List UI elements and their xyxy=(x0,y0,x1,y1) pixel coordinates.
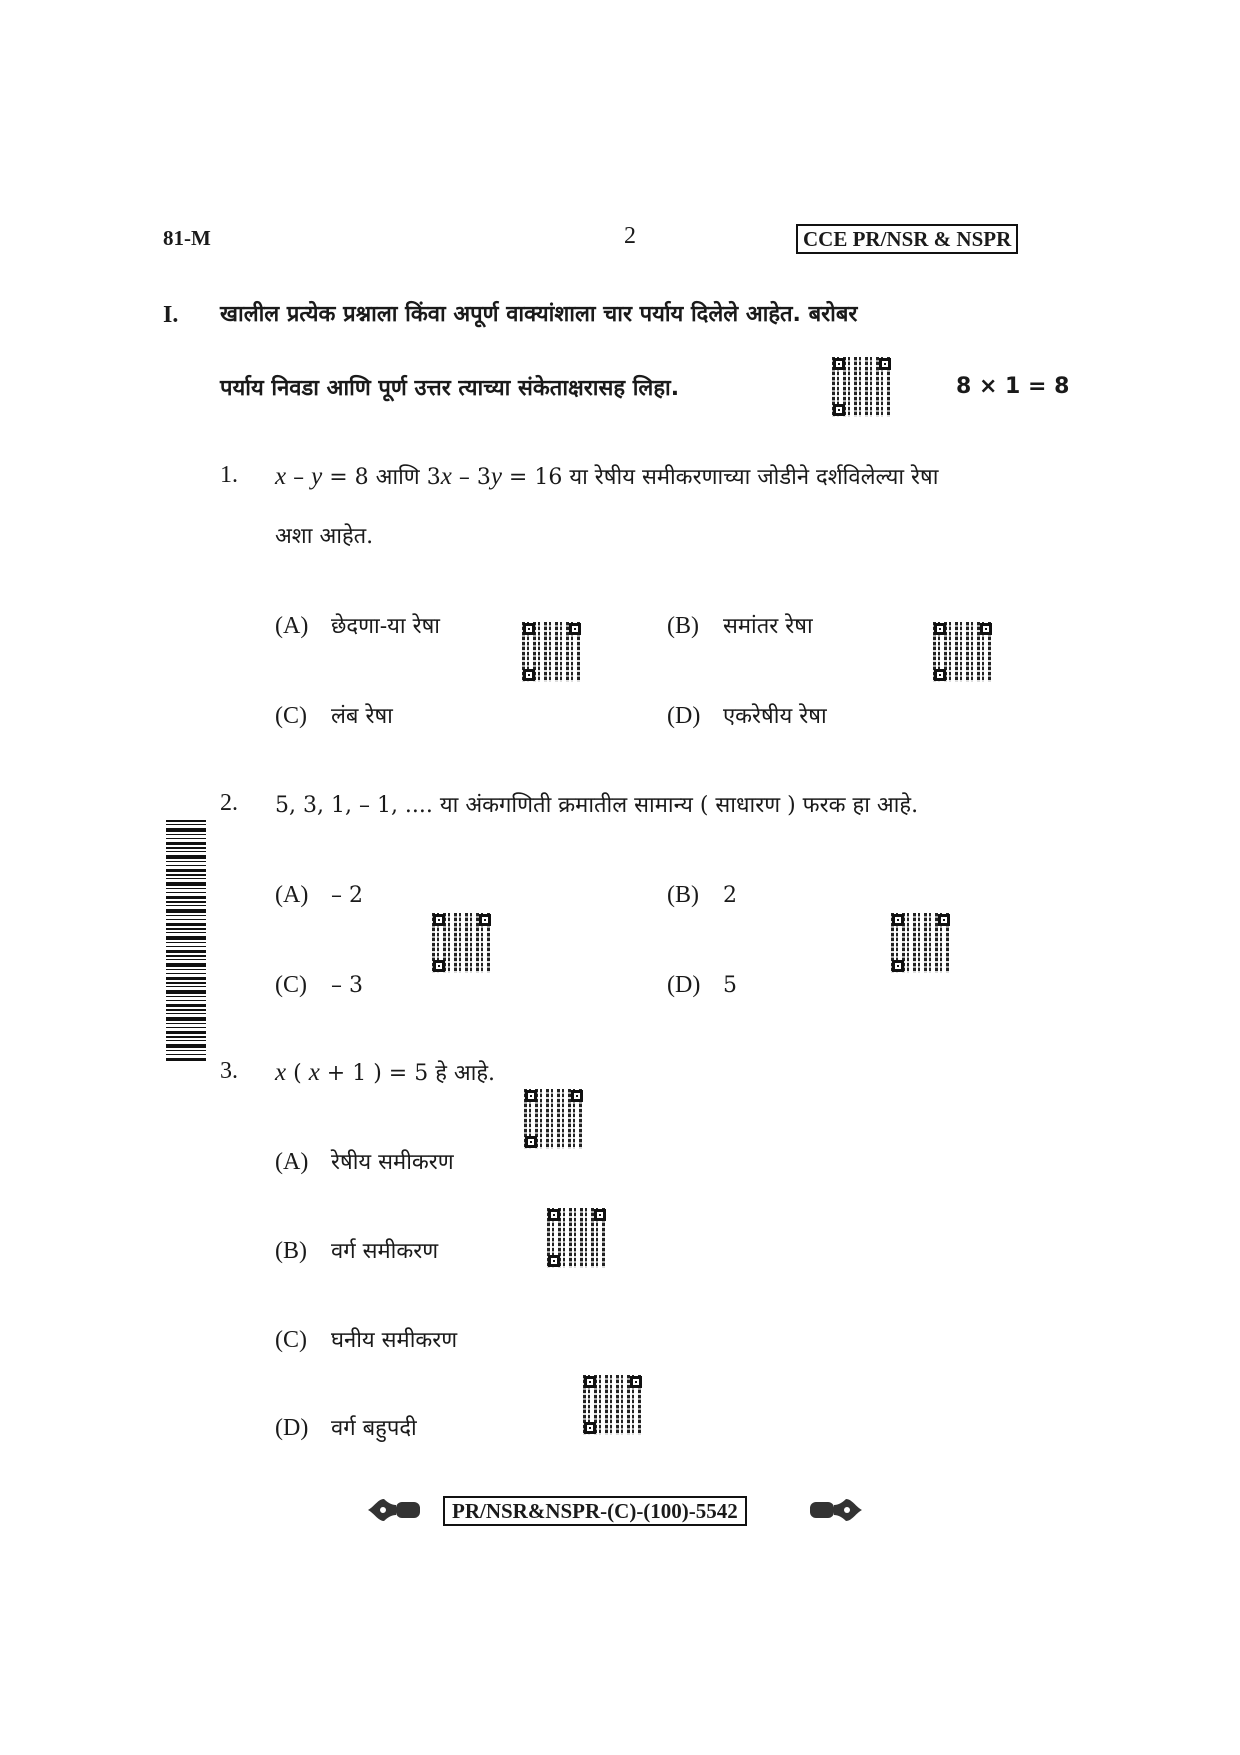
option-label: (B) xyxy=(667,613,699,639)
option-text: समांतर रेषा xyxy=(723,614,813,639)
qr-code-icon xyxy=(933,622,993,682)
section-instruction-line2: पर्याय निवडा आणि पूर्ण उत्तर त्याच्या संकेताक्षरासह लिहा. xyxy=(220,376,680,401)
question-3-option-d xyxy=(275,1412,417,1442)
option-label: (C) xyxy=(275,972,307,998)
question-2-option-a xyxy=(275,882,363,909)
question-number: 1. xyxy=(220,462,238,488)
ornament-left-icon xyxy=(366,1497,422,1523)
question-1-text-line2: अशा आहेत. xyxy=(275,524,374,549)
question-2-option-c xyxy=(275,972,363,999)
option-label: (D) xyxy=(667,703,701,729)
text-fragment: = 8 आणि 3 xyxy=(322,465,441,490)
option-text: लंब रेषा xyxy=(331,704,393,729)
question-number: 2. xyxy=(220,790,238,816)
option-text: छेदणा-या रेषा xyxy=(331,614,441,639)
option-label: (B) xyxy=(667,882,699,908)
option-text: एकरेषीय रेषा xyxy=(723,704,827,729)
option-label: (D) xyxy=(667,972,701,998)
option-text: 2 xyxy=(723,883,737,908)
option-label: (C) xyxy=(275,1327,307,1353)
qr-code-icon xyxy=(832,357,892,417)
section-marks: 8 × 1 = 8 xyxy=(956,374,1070,399)
question-1-option-b xyxy=(667,610,813,640)
question-3-text xyxy=(275,1057,495,1087)
var-x: x xyxy=(440,463,452,490)
question-1-option-a xyxy=(275,610,440,640)
qr-code-icon xyxy=(432,913,492,973)
option-text: वर्ग समीकरण xyxy=(331,1239,439,1264)
qr-code-icon xyxy=(583,1375,643,1435)
var-x: x xyxy=(308,1059,320,1086)
option-label: (A) xyxy=(275,613,309,639)
var-y: y xyxy=(490,463,502,490)
question-3-option-b xyxy=(275,1235,438,1265)
option-text: 5 xyxy=(723,973,737,998)
question-1-option-c xyxy=(275,700,393,730)
question-1-option-d xyxy=(667,700,827,730)
option-label: (B) xyxy=(275,1238,307,1264)
paper-code: 81-M xyxy=(163,226,211,250)
text-fragment: – 3 xyxy=(451,465,491,490)
exam-label-box: CCE PR/NSR & NSPR xyxy=(796,224,1018,254)
question-2-option-d xyxy=(667,972,737,999)
question-number: 3. xyxy=(220,1058,238,1084)
option-text: वर्ग बहुपदी xyxy=(331,1416,417,1441)
page-number: 2 xyxy=(624,223,636,249)
qr-code-icon xyxy=(547,1208,607,1268)
question-2-option-b xyxy=(667,882,737,909)
option-label: (A) xyxy=(275,882,309,908)
var-x: x xyxy=(275,463,287,490)
option-text: – 2 xyxy=(331,883,363,908)
text-fragment: + 1 ) = 5 हे आहे. xyxy=(319,1061,496,1086)
option-label: (A) xyxy=(275,1149,309,1175)
qr-code-icon xyxy=(891,913,951,973)
question-1-text xyxy=(275,461,938,491)
question-3-option-c xyxy=(275,1324,457,1354)
var-x: x xyxy=(275,1059,287,1086)
var-y: y xyxy=(311,463,323,490)
barcode xyxy=(166,820,206,1062)
option-text: – 3 xyxy=(331,973,363,998)
footer-code: PR/NSR&NSPR-(C)-(100)-5542 xyxy=(443,1496,747,1526)
ornament-right-icon xyxy=(808,1497,864,1523)
text-fragment: – xyxy=(286,465,312,490)
section-number: I. xyxy=(163,302,179,328)
option-label: (C) xyxy=(275,703,307,729)
qr-code-icon xyxy=(524,1089,584,1149)
option-text: रेषीय समीकरण xyxy=(331,1150,454,1175)
section-instruction-line1: खालील प्रत्येक प्रश्नाला किंवा अपूर्ण वाक्यांशाला चार पर्याय दिलेले आहेत. बरोबर xyxy=(220,302,858,327)
question-3-option-a xyxy=(275,1146,454,1176)
text-fragment: ( xyxy=(286,1061,309,1086)
text-fragment: = 16 या रेषीय समीकरणाच्या जोडीने दर्शविलेल्या रेषा xyxy=(501,465,939,490)
question-2-text: 5, 3, 1, – 1, .... या अंकगणिती क्रमातील सामान्य ( साधारण ) फरक हा आहे. xyxy=(275,793,919,818)
option-text: घनीय समीकरण xyxy=(331,1328,458,1353)
option-label: (D) xyxy=(275,1415,309,1441)
qr-code-icon xyxy=(522,622,582,682)
